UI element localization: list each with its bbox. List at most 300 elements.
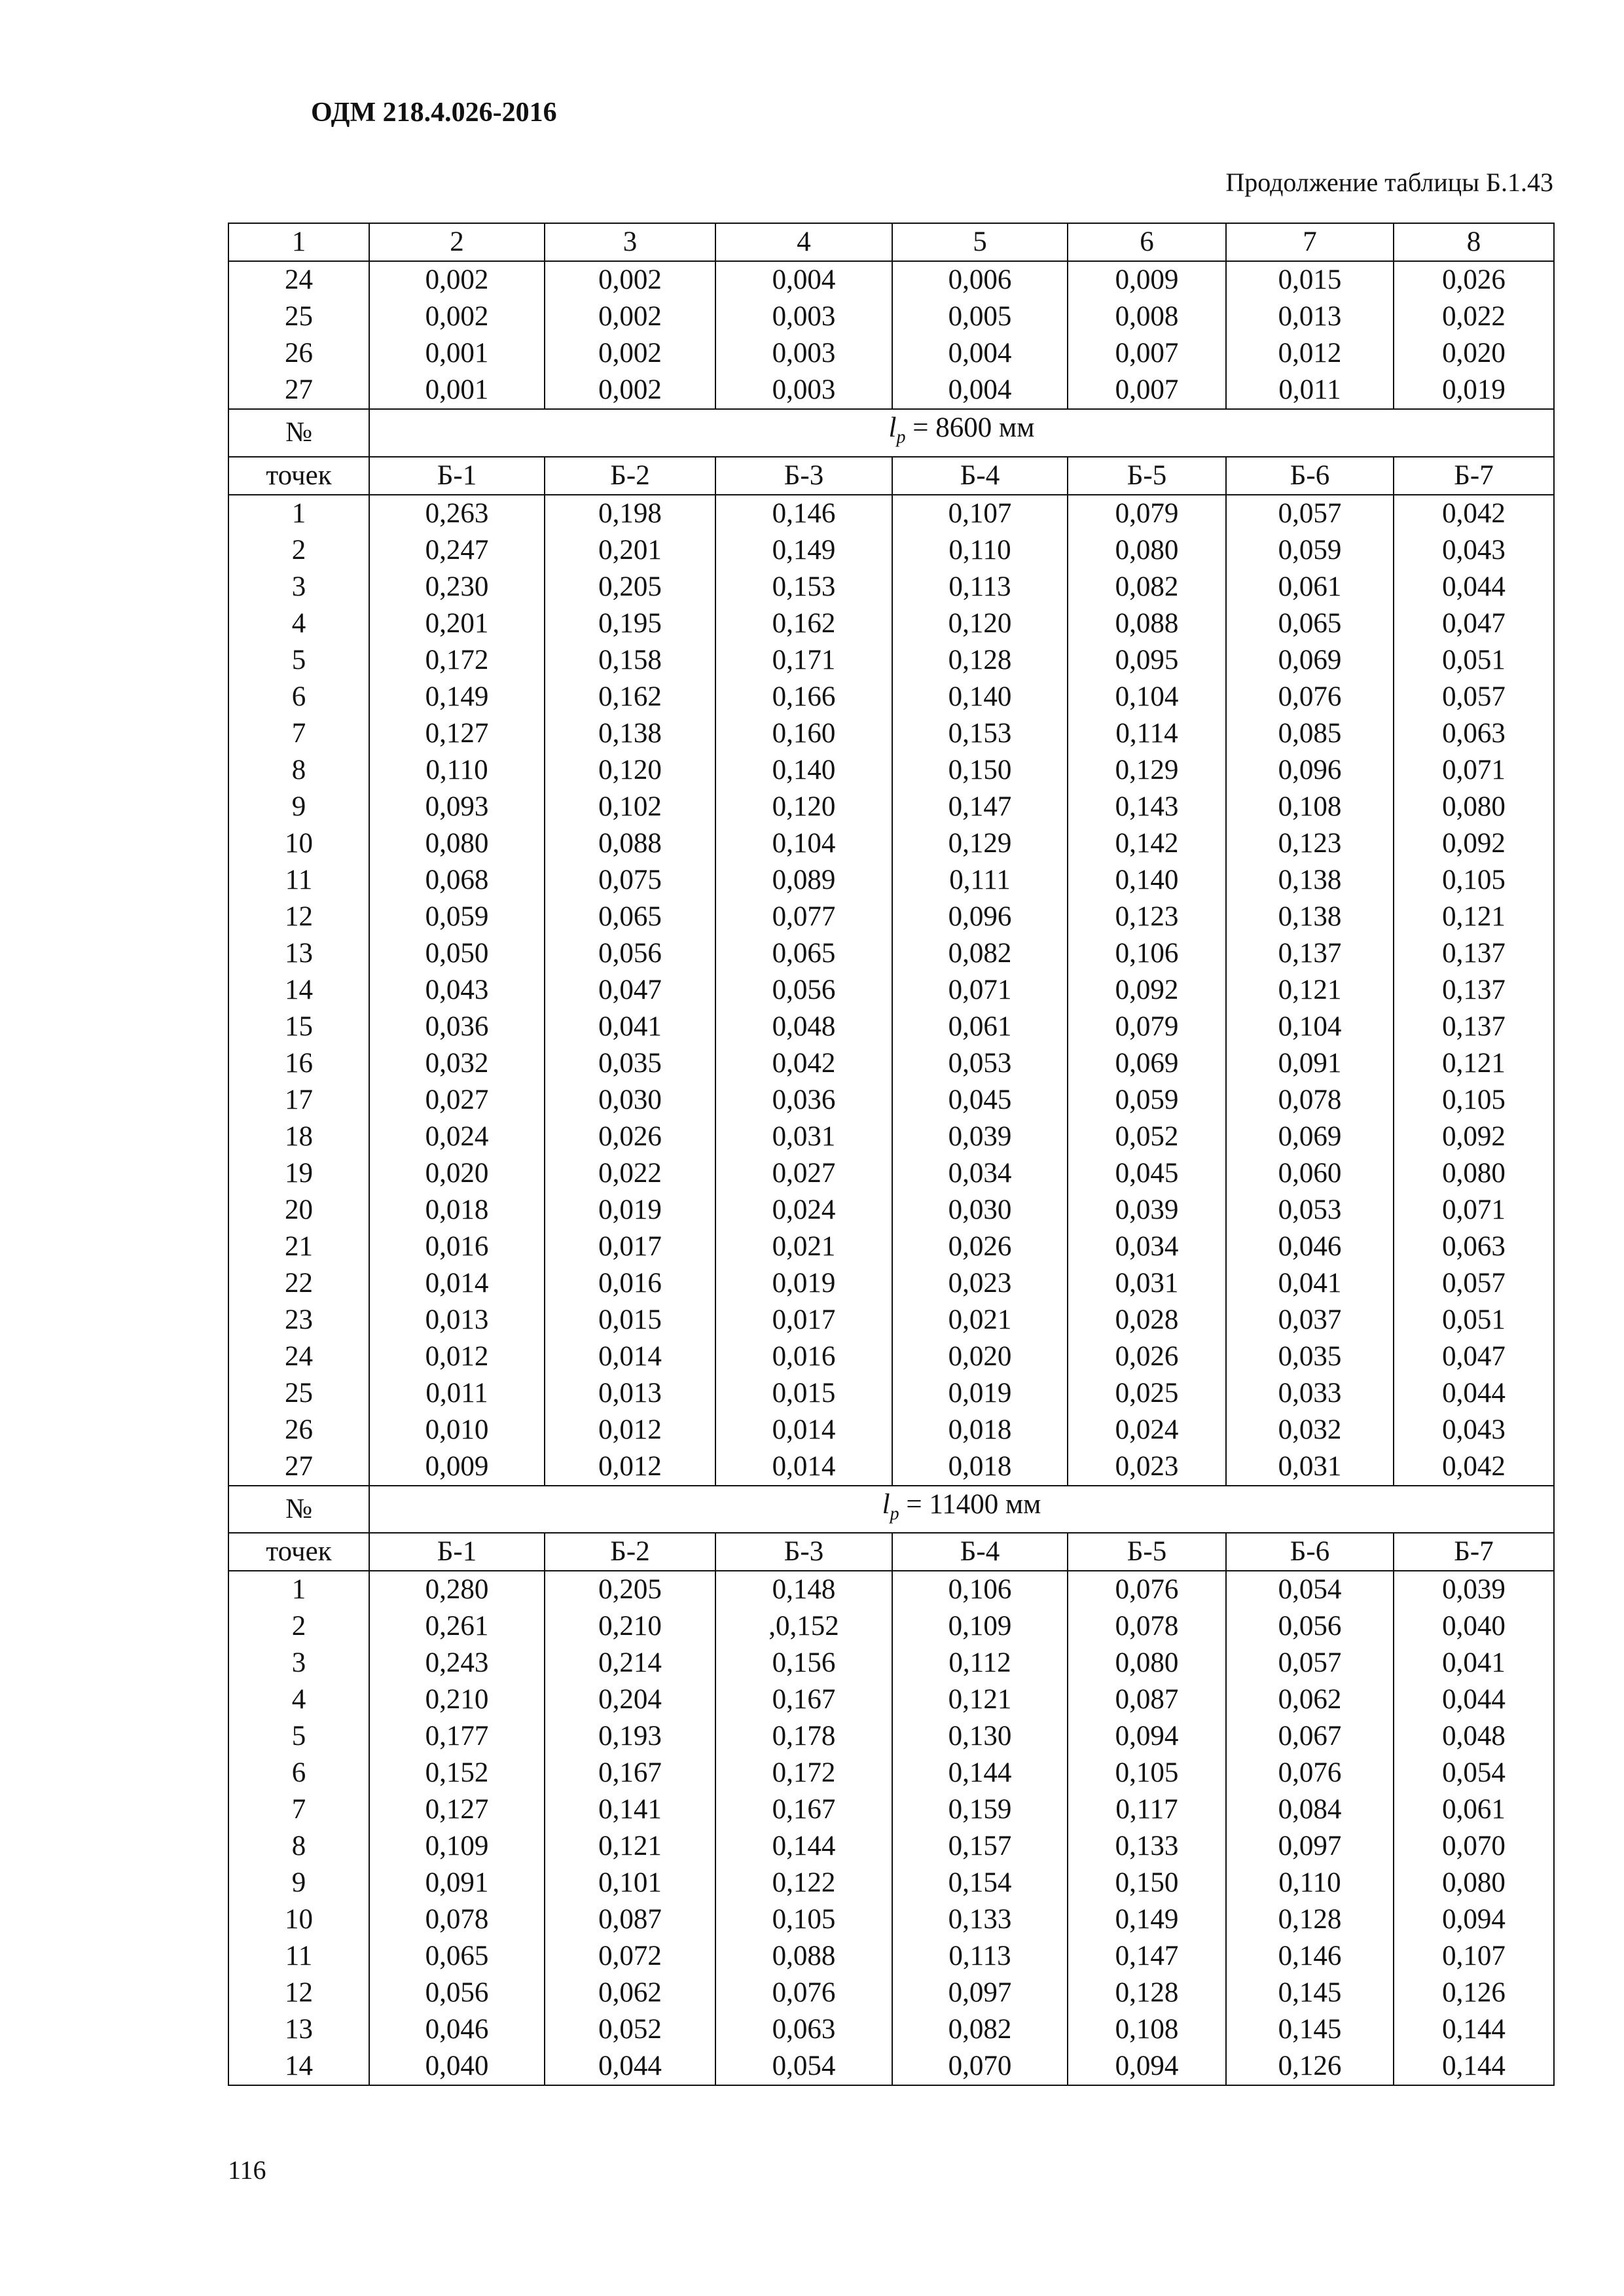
point-number-cell: 17 <box>228 1082 369 1119</box>
value-cell: 0,048 <box>1394 1718 1554 1755</box>
value-cell: 0,247 <box>369 532 545 569</box>
value-cell: 0,096 <box>892 899 1068 935</box>
value-cell: 0,166 <box>715 679 892 715</box>
value-cell: 0,002 <box>545 298 715 335</box>
column-number-cell: 7 <box>1226 223 1394 261</box>
value-cell: 0,082 <box>892 935 1068 972</box>
column-header-cell: Б-3 <box>715 1533 892 1571</box>
value-cell: 0,112 <box>892 1645 1068 1681</box>
column-header-cell: Б-5 <box>1068 457 1226 495</box>
value-cell: 0,104 <box>1226 1009 1394 1045</box>
value-cell: 0,150 <box>1068 1865 1226 1901</box>
column-header-cell: Б-2 <box>545 457 715 495</box>
point-number-cell: 25 <box>228 1375 369 1412</box>
value-cell: 0,280 <box>369 1571 545 1608</box>
span-symbol: l <box>882 1488 890 1520</box>
column-header-cell: Б-5 <box>1068 1533 1226 1571</box>
value-cell: 0,082 <box>892 2011 1068 2048</box>
point-number-cell: 7 <box>228 1791 369 1828</box>
column-number-cell: 3 <box>545 223 715 261</box>
value-cell: 0,094 <box>1068 2048 1226 2085</box>
point-number-cell: 3 <box>228 569 369 605</box>
value-cell: 0,093 <box>369 789 545 825</box>
value-cell: 0,056 <box>1226 1608 1394 1645</box>
value-cell: 0,076 <box>1226 1755 1394 1791</box>
table-row <box>228 825 1554 862</box>
column-number-cell: 4 <box>715 223 892 261</box>
point-number-cell: 18 <box>228 1119 369 1155</box>
value-cell: 0,129 <box>892 825 1068 862</box>
value-cell: 0,044 <box>545 2048 715 2085</box>
points-label-number-sign: № <box>228 409 369 457</box>
value-cell: 0,102 <box>545 789 715 825</box>
column-header-cell: Б-3 <box>715 457 892 495</box>
value-cell: 0,016 <box>369 1229 545 1265</box>
column-header-cell: Б-2 <box>545 1533 715 1571</box>
point-number-cell: 27 <box>228 372 369 409</box>
table-row <box>228 935 1554 972</box>
value-cell: 0,044 <box>1394 1375 1554 1412</box>
value-cell: 0,121 <box>1394 899 1554 935</box>
value-cell: 0,076 <box>715 1975 892 2011</box>
value-cell: 0,105 <box>1394 862 1554 899</box>
value-cell: 0,013 <box>369 1302 545 1338</box>
value-cell: 0,016 <box>545 1265 715 1302</box>
point-number-cell: 6 <box>228 1755 369 1791</box>
value-cell: 0,031 <box>1226 1448 1394 1486</box>
value-cell: 0,014 <box>715 1412 892 1448</box>
point-number-cell: 1 <box>228 1571 369 1608</box>
value-cell: 0,062 <box>1226 1681 1394 1718</box>
point-number-cell: 5 <box>228 642 369 679</box>
value-cell: 0,056 <box>545 935 715 972</box>
value-cell: 0,152 <box>369 1755 545 1791</box>
value-cell: 0,129 <box>1068 752 1226 789</box>
value-cell: 0,092 <box>1394 1119 1554 1155</box>
value-cell: 0,036 <box>715 1082 892 1119</box>
value-cell: 0,156 <box>715 1645 892 1681</box>
table-row <box>228 1865 1554 1901</box>
value-cell: 0,045 <box>892 1082 1068 1119</box>
value-cell: 0,261 <box>369 1608 545 1645</box>
value-cell: 0,053 <box>892 1045 1068 1082</box>
value-cell: 0,047 <box>1394 605 1554 642</box>
value-cell: 0,075 <box>545 862 715 899</box>
value-cell: 0,127 <box>369 715 545 752</box>
value-cell: 0,097 <box>892 1975 1068 2011</box>
value-cell: 0,133 <box>1068 1828 1226 1865</box>
table-row <box>228 1412 1554 1448</box>
value-cell: 0,123 <box>1068 899 1226 935</box>
column-header-cell: Б-4 <box>892 457 1068 495</box>
value-cell: 0,167 <box>715 1791 892 1828</box>
value-cell: 0,020 <box>369 1155 545 1192</box>
table-row <box>228 1571 1554 1608</box>
value-cell: 0,123 <box>1226 825 1394 862</box>
value-cell: 0,149 <box>1068 1901 1226 1938</box>
point-number-cell: 8 <box>228 752 369 789</box>
value-cell: 0,076 <box>1068 1571 1226 1608</box>
value-cell: 0,147 <box>1068 1938 1226 1975</box>
value-cell: 0,137 <box>1226 935 1394 972</box>
value-cell: 0,043 <box>1394 1412 1554 1448</box>
value-cell: 0,145 <box>1226 2011 1394 2048</box>
value-cell: 0,069 <box>1068 1045 1226 1082</box>
column-number-row <box>228 223 1554 261</box>
value-cell: 0,121 <box>892 1681 1068 1718</box>
value-cell: 0,044 <box>1394 1681 1554 1718</box>
value-cell: 0,020 <box>892 1338 1068 1375</box>
value-cell: 0,195 <box>545 605 715 642</box>
value-cell: 0,061 <box>1394 1791 1554 1828</box>
value-cell: 0,057 <box>1226 1645 1394 1681</box>
value-cell: 0,040 <box>1394 1608 1554 1645</box>
value-cell: 0,007 <box>1068 372 1226 409</box>
value-cell: 0,059 <box>1068 1082 1226 1119</box>
point-number-cell: 8 <box>228 1828 369 1865</box>
value-cell: 0,113 <box>892 569 1068 605</box>
value-cell: 0,036 <box>369 1009 545 1045</box>
value-cell: 0,059 <box>369 899 545 935</box>
value-cell: 0,210 <box>545 1608 715 1645</box>
table-row <box>228 1192 1554 1229</box>
value-cell: 0,042 <box>1394 1448 1554 1486</box>
point-number-cell: 9 <box>228 1865 369 1901</box>
value-cell: 0,026 <box>545 1119 715 1155</box>
value-cell: 0,088 <box>545 825 715 862</box>
value-cell: 0,105 <box>1394 1082 1554 1119</box>
value-cell: 0,017 <box>715 1302 892 1338</box>
value-cell: 0,012 <box>1226 335 1394 372</box>
value-cell: 0,003 <box>715 372 892 409</box>
value-cell: 0,043 <box>1394 532 1554 569</box>
value-cell: 0,050 <box>369 935 545 972</box>
value-cell: 0,092 <box>1068 972 1226 1009</box>
value-cell: 0,105 <box>715 1901 892 1938</box>
value-cell: 0,041 <box>1394 1645 1554 1681</box>
table-row <box>228 495 1554 532</box>
points-label-number-sign: № <box>228 1486 369 1534</box>
value-cell: 0,012 <box>545 1448 715 1486</box>
value-cell: 0,149 <box>715 532 892 569</box>
value-cell: 0,140 <box>715 752 892 789</box>
table-row <box>228 372 1554 409</box>
value-cell: 0,012 <box>369 1338 545 1375</box>
value-cell: 0,087 <box>1068 1681 1226 1718</box>
value-cell: 0,080 <box>1068 1645 1226 1681</box>
value-cell: 0,160 <box>715 715 892 752</box>
value-cell: 0,051 <box>1394 642 1554 679</box>
value-cell: 0,172 <box>715 1755 892 1791</box>
value-cell: 0,089 <box>715 862 892 899</box>
value-cell: 0,002 <box>545 261 715 298</box>
value-cell: 0,126 <box>1226 2048 1394 2085</box>
value-cell: 0,110 <box>1226 1865 1394 1901</box>
table-row <box>228 1229 1554 1265</box>
span-symbol: l <box>888 412 897 443</box>
value-cell: 0,145 <box>1226 1975 1394 2011</box>
value-cell: 0,097 <box>1226 1828 1394 1865</box>
value-cell: 0,024 <box>1068 1412 1226 1448</box>
value-cell: 0,121 <box>545 1828 715 1865</box>
value-cell: 0,113 <box>892 1938 1068 1975</box>
value-cell: 0,072 <box>545 1938 715 1975</box>
value-cell: 0,003 <box>715 298 892 335</box>
value-cell: 0,037 <box>1226 1302 1394 1338</box>
value-cell: 0,146 <box>715 495 892 532</box>
value-cell: 0,201 <box>369 605 545 642</box>
value-cell: 0,020 <box>1394 335 1554 372</box>
column-header-cell: Б-1 <box>369 1533 545 1571</box>
value-cell: 0,070 <box>892 2048 1068 2085</box>
value-cell: 0,153 <box>715 569 892 605</box>
value-cell: 0,142 <box>1068 825 1226 862</box>
value-cell: 0,003 <box>715 335 892 372</box>
value-cell: 0,023 <box>1068 1448 1226 1486</box>
value-cell: 0,044 <box>1394 569 1554 605</box>
value-cell: 0,015 <box>545 1302 715 1338</box>
value-cell: 0,150 <box>892 752 1068 789</box>
point-number-cell: 10 <box>228 825 369 862</box>
value-cell: 0,042 <box>715 1045 892 1082</box>
value-cell: 0,018 <box>892 1412 1068 1448</box>
point-number-cell: 23 <box>228 1302 369 1338</box>
value-cell: 0,085 <box>1226 715 1394 752</box>
value-cell: 0,078 <box>1068 1608 1226 1645</box>
value-cell: 0,030 <box>545 1082 715 1119</box>
value-cell: 0,035 <box>1226 1338 1394 1375</box>
value-cell: 0,105 <box>1068 1755 1226 1791</box>
point-number-cell: 6 <box>228 679 369 715</box>
value-cell: 0,002 <box>369 261 545 298</box>
value-cell: 0,114 <box>1068 715 1226 752</box>
table-row <box>228 2011 1554 2048</box>
value-cell: 0,143 <box>1068 789 1226 825</box>
value-cell: 0,126 <box>1394 1975 1554 2011</box>
value-cell: 0,141 <box>545 1791 715 1828</box>
table-row <box>228 862 1554 899</box>
section-span-row <box>228 409 1554 457</box>
value-cell: 0,137 <box>1394 1009 1554 1045</box>
value-cell: 0,120 <box>715 789 892 825</box>
point-number-cell: 24 <box>228 261 369 298</box>
value-cell: 0,026 <box>1394 261 1554 298</box>
table-row <box>228 642 1554 679</box>
value-cell: 0,063 <box>1394 1229 1554 1265</box>
table-row <box>228 1119 1554 1155</box>
point-number-cell: 7 <box>228 715 369 752</box>
page-number: 116 <box>228 2155 266 2185</box>
table-row <box>228 752 1554 789</box>
value-cell: 0,095 <box>1068 642 1226 679</box>
value-cell: 0,092 <box>1394 825 1554 862</box>
value-cell: 0,198 <box>545 495 715 532</box>
value-cell: 0,018 <box>892 1448 1068 1486</box>
point-number-cell: 12 <box>228 1975 369 2011</box>
value-cell: 0,001 <box>369 335 545 372</box>
value-cell: 0,063 <box>1394 715 1554 752</box>
value-cell: 0,031 <box>1068 1265 1226 1302</box>
value-cell: 0,057 <box>1226 495 1394 532</box>
data-table <box>228 223 1555 2086</box>
table-row <box>228 1155 1554 1192</box>
value-cell: 0,094 <box>1394 1901 1554 1938</box>
value-cell: 0,014 <box>545 1338 715 1375</box>
value-cell: 0,030 <box>892 1192 1068 1229</box>
value-cell: 0,046 <box>369 2011 545 2048</box>
value-cell: 0,076 <box>1226 679 1394 715</box>
value-cell: 0,154 <box>892 1865 1068 1901</box>
value-cell: 0,079 <box>1068 495 1226 532</box>
point-number-cell: 11 <box>228 1938 369 1975</box>
points-label-text: точек <box>228 457 369 495</box>
value-cell: 0,041 <box>1226 1265 1394 1302</box>
value-cell: 0,121 <box>1226 972 1394 1009</box>
value-cell: 0,019 <box>715 1265 892 1302</box>
value-cell: 0,042 <box>1394 495 1554 532</box>
value-cell: 0,039 <box>1394 1571 1554 1608</box>
value-cell: 0,080 <box>1394 1155 1554 1192</box>
table-row <box>228 1645 1554 1681</box>
point-number-cell: 21 <box>228 1229 369 1265</box>
value-cell: 0,052 <box>545 2011 715 2048</box>
value-cell: 0,130 <box>892 1718 1068 1755</box>
value-cell: 0,104 <box>715 825 892 862</box>
table-row <box>228 1718 1554 1755</box>
value-cell: 0,137 <box>1394 972 1554 1009</box>
table-row <box>228 1975 1554 2011</box>
value-cell: 0,065 <box>369 1938 545 1975</box>
value-cell: 0,107 <box>892 495 1068 532</box>
value-cell: 0,108 <box>1226 789 1394 825</box>
table-row <box>228 1608 1554 1645</box>
point-number-cell: 13 <box>228 935 369 972</box>
span-subscript: p <box>890 1503 899 1524</box>
value-cell: 0,069 <box>1226 1119 1394 1155</box>
value-cell: 0,087 <box>545 1901 715 1938</box>
value-cell: 0,088 <box>715 1938 892 1975</box>
column-header-cell: Б-6 <box>1226 457 1394 495</box>
section-column-header-row <box>228 1533 1554 1571</box>
value-cell: 0,078 <box>369 1901 545 1938</box>
value-cell: 0,002 <box>369 298 545 335</box>
value-cell: 0,230 <box>369 569 545 605</box>
value-cell: 0,137 <box>1394 935 1554 972</box>
point-number-cell: 14 <box>228 2048 369 2085</box>
point-number-cell: 11 <box>228 862 369 899</box>
column-number-cell: 5 <box>892 223 1068 261</box>
value-cell: 0,054 <box>715 2048 892 2085</box>
table-row <box>228 1045 1554 1082</box>
value-cell: 0,157 <box>892 1828 1068 1865</box>
table-row <box>228 261 1554 298</box>
value-cell: 0,079 <box>1068 1009 1226 1045</box>
table-row <box>228 1265 1554 1302</box>
value-cell: 0,007 <box>1068 335 1226 372</box>
points-label-text: точек <box>228 1533 369 1571</box>
point-number-cell: 12 <box>228 899 369 935</box>
value-cell: 0,111 <box>892 862 1068 899</box>
value-cell: 0,034 <box>1068 1229 1226 1265</box>
value-cell: 0,051 <box>1394 1302 1554 1338</box>
table-row <box>228 1302 1554 1338</box>
value-cell: 0,009 <box>369 1448 545 1486</box>
span-value: = 8600 мм <box>905 412 1035 443</box>
point-number-cell: 26 <box>228 335 369 372</box>
value-cell: 0,015 <box>1226 261 1394 298</box>
value-cell: 0,023 <box>892 1265 1068 1302</box>
value-cell: 0,127 <box>369 1791 545 1828</box>
value-cell: 0,052 <box>1068 1119 1226 1155</box>
table-row <box>228 1938 1554 1975</box>
value-cell: 0,011 <box>1226 372 1394 409</box>
point-number-cell: 20 <box>228 1192 369 1229</box>
value-cell: 0,039 <box>1068 1192 1226 1229</box>
value-cell: 0,078 <box>1226 1082 1394 1119</box>
point-number-cell: 16 <box>228 1045 369 1082</box>
table-row <box>228 298 1554 335</box>
value-cell: 0,080 <box>1394 789 1554 825</box>
point-number-cell: 9 <box>228 789 369 825</box>
value-cell: 0,061 <box>892 1009 1068 1045</box>
value-cell: 0,004 <box>892 372 1068 409</box>
value-cell: 0,144 <box>1394 2011 1554 2048</box>
value-cell: 0,243 <box>369 1645 545 1681</box>
value-cell: 0,016 <box>715 1338 892 1375</box>
value-cell: 0,065 <box>715 935 892 972</box>
section-span-row <box>228 1486 1554 1534</box>
column-header-cell: Б-7 <box>1394 1533 1554 1571</box>
value-cell: 0,009 <box>1068 261 1226 298</box>
point-number-cell: 22 <box>228 1265 369 1302</box>
value-cell: 0,140 <box>892 679 1068 715</box>
value-cell: 0,041 <box>545 1009 715 1045</box>
column-header-cell: Б-4 <box>892 1533 1068 1571</box>
table-row <box>228 1791 1554 1828</box>
value-cell: 0,159 <box>892 1791 1068 1828</box>
value-cell: 0,205 <box>545 1571 715 1608</box>
value-cell: 0,177 <box>369 1718 545 1755</box>
value-cell: 0,039 <box>892 1119 1068 1155</box>
point-number-cell: 13 <box>228 2011 369 2048</box>
value-cell: 0,056 <box>715 972 892 1009</box>
value-cell: 0,045 <box>1068 1155 1226 1192</box>
value-cell: 0,019 <box>892 1375 1068 1412</box>
value-cell: 0,006 <box>892 261 1068 298</box>
value-cell: 0,110 <box>369 752 545 789</box>
value-cell: 0,014 <box>369 1265 545 1302</box>
value-cell: 0,048 <box>715 1009 892 1045</box>
value-cell: 0,138 <box>1226 862 1394 899</box>
value-cell: 0,071 <box>1394 1192 1554 1229</box>
value-cell: 0,021 <box>892 1302 1068 1338</box>
value-cell: 0,080 <box>1068 532 1226 569</box>
point-number-cell: 24 <box>228 1338 369 1375</box>
value-cell: 0,204 <box>545 1681 715 1718</box>
span-length-heading <box>369 1486 1554 1534</box>
table-row <box>228 605 1554 642</box>
value-cell: 0,027 <box>715 1155 892 1192</box>
column-number-cell: 8 <box>1394 223 1554 261</box>
value-cell: 0,040 <box>369 2048 545 2085</box>
value-cell: 0,106 <box>1068 935 1226 972</box>
value-cell: 0,096 <box>1226 752 1394 789</box>
value-cell: 0,028 <box>1068 1302 1226 1338</box>
value-cell: 0,057 <box>1394 1265 1554 1302</box>
value-cell: 0,121 <box>1394 1045 1554 1082</box>
value-cell: 0,162 <box>545 679 715 715</box>
value-cell: 0,025 <box>1068 1375 1226 1412</box>
